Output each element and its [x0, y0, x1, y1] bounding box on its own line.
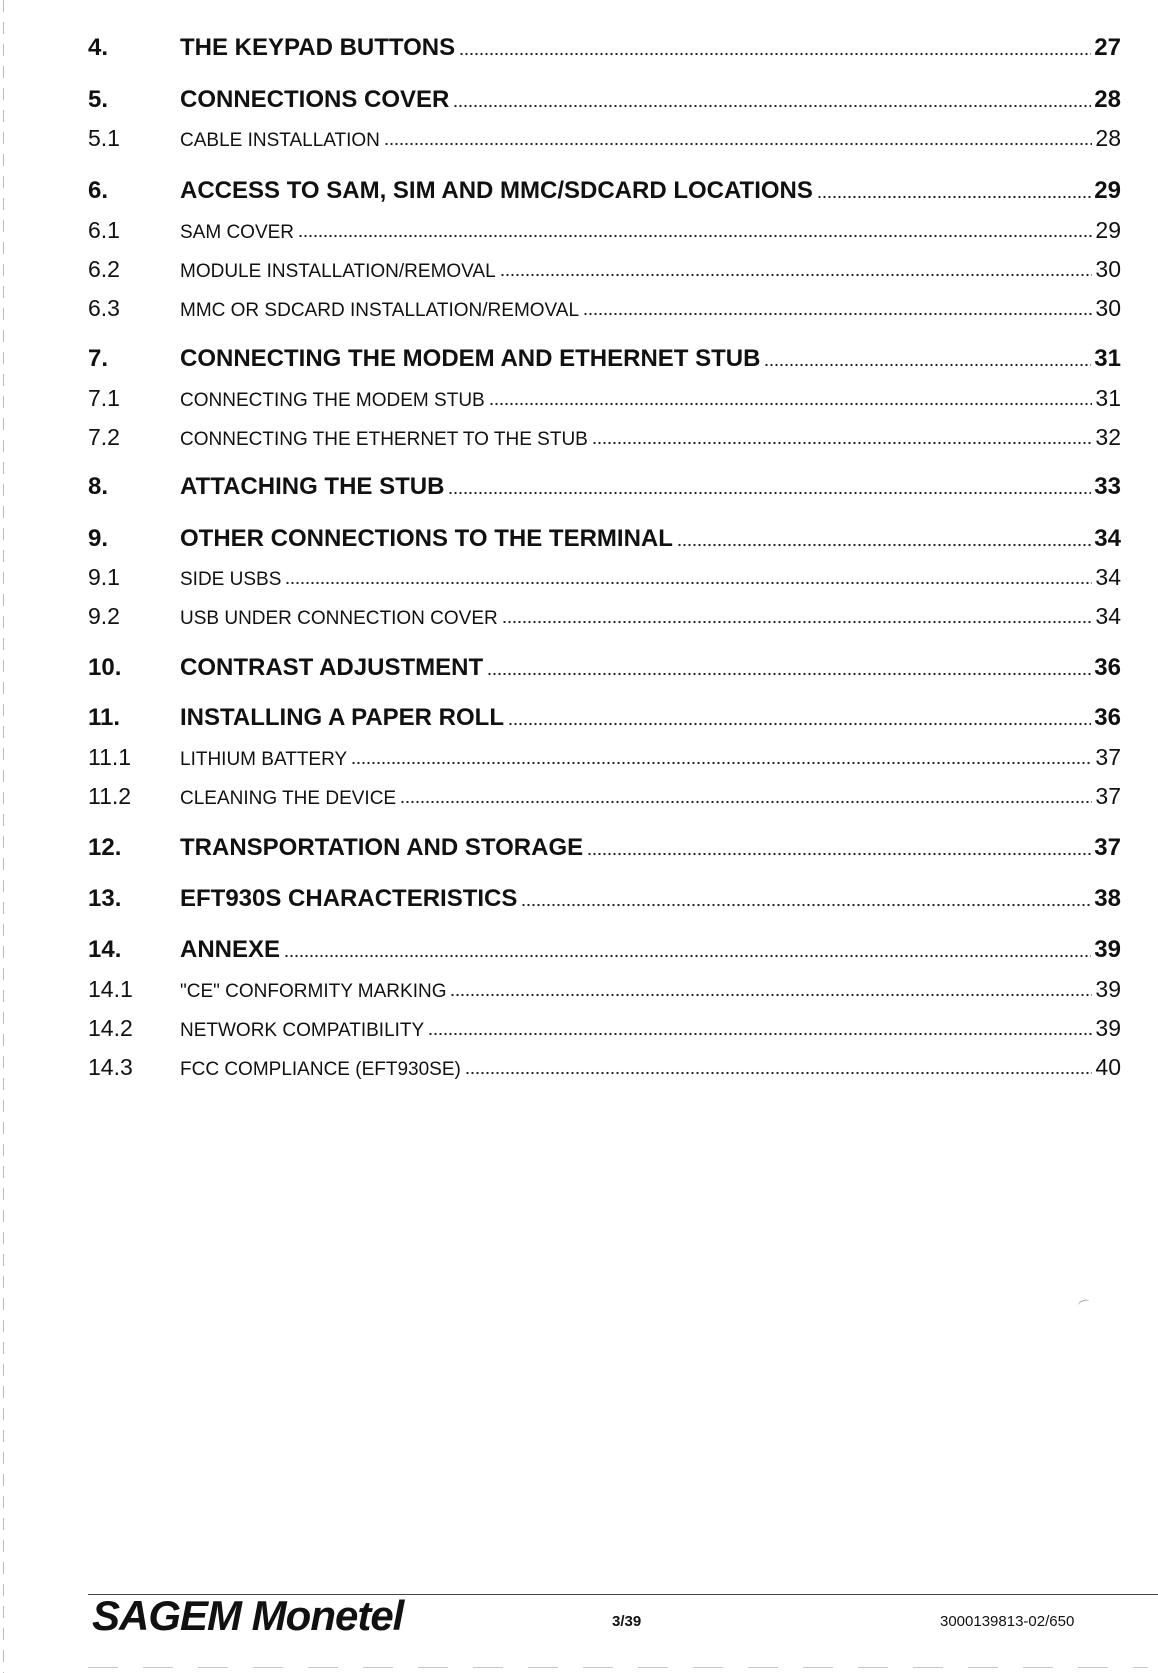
- toc-entry-title: THE KEYPAD BUTTONS: [180, 34, 456, 61]
- dot-leader: [298, 234, 1092, 238]
- toc-entry-number: 6.: [88, 177, 109, 204]
- toc-entry-number: 5.1: [88, 125, 120, 151]
- toc-entry[interactable]: [88, 30, 1121, 62]
- toc-entry-number: 8.: [88, 473, 109, 500]
- toc-entry-title: ANNEXE: [180, 936, 281, 963]
- dot-leader: [284, 954, 1091, 958]
- toc-entry-title: CONNECTING THE MODEM AND ETHERNET STUB: [180, 345, 761, 372]
- toc-entry-page: 30: [1095, 295, 1121, 321]
- toc-entry-number: 7.1: [88, 385, 120, 411]
- dot-leader: [508, 722, 1091, 726]
- dot-leader: [677, 543, 1091, 547]
- toc-entry[interactable]: [88, 881, 1121, 913]
- toc-entry[interactable]: [88, 341, 1121, 373]
- dot-leader: [587, 852, 1091, 856]
- toc-entry-number: 14.: [88, 936, 122, 963]
- toc-entry[interactable]: [88, 559, 1121, 591]
- dot-leader: [428, 1032, 1092, 1036]
- scan-speck: [1077, 1298, 1091, 1309]
- toc-entry-number: 7.: [88, 345, 109, 372]
- toc-entry[interactable]: [88, 173, 1121, 205]
- toc-entry-title: CONNECTING THE ETHERNET TO THE STUB: [180, 429, 588, 450]
- toc-entry-title: INSTALLING A PAPER ROLL: [180, 704, 504, 731]
- toc-entry-number: 14.1: [88, 976, 133, 1002]
- toc-entry-number: 5.: [88, 86, 109, 113]
- toc-entry-page: 36: [1094, 704, 1121, 731]
- dot-leader: [502, 620, 1093, 624]
- toc-entry-number: 13.: [88, 885, 122, 912]
- toc-entry-title: MMC OR SDCARD INSTALLATION/REMOVAL: [180, 300, 580, 321]
- toc-entry-number: 11.2: [88, 783, 132, 809]
- toc-entry-title: FCC COMPLIANCE (EFT930SE): [180, 1059, 461, 1080]
- toc-entry-page: 37: [1095, 744, 1121, 770]
- toc-entry-page: 34: [1095, 564, 1121, 590]
- toc-entry-title: CONNECTIONS COVER: [180, 86, 450, 113]
- toc-entry-number: 9.1: [88, 564, 120, 590]
- toc-entry-page: 32: [1095, 424, 1121, 450]
- toc-entry-title: "CE" CONFORMITY MARKING: [180, 981, 447, 1002]
- sagem-monetel-logo: SAGEM Monetel: [92, 1592, 404, 1639]
- toc-entry[interactable]: [88, 251, 1121, 283]
- toc-entry-number: 12.: [88, 834, 122, 861]
- dot-leader: [465, 1071, 1093, 1075]
- toc-entry-number: 6.3: [88, 295, 120, 321]
- dot-leader: [384, 142, 1092, 146]
- toc-entry-number: 4.: [88, 34, 109, 61]
- dot-leader: [453, 104, 1091, 108]
- toc-entry-page: 34: [1095, 603, 1121, 629]
- page-indicator: 3/39: [612, 1613, 642, 1630]
- page-edge-rule: [3, 0, 4, 1673]
- toc-entry-number: 14.2: [88, 1015, 133, 1041]
- dot-leader: [764, 363, 1091, 367]
- toc-entry[interactable]: [88, 830, 1121, 862]
- toc-entry-page: 27: [1094, 34, 1121, 61]
- toc-entry[interactable]: [88, 290, 1121, 322]
- toc-entry[interactable]: [88, 419, 1121, 451]
- toc-entry[interactable]: [88, 598, 1121, 630]
- toc-entry-title: SIDE USBS: [180, 569, 282, 590]
- dot-leader: [489, 402, 1093, 406]
- toc-entry-page: 30: [1095, 256, 1121, 282]
- toc-entry-title: SAM COVER: [180, 222, 295, 243]
- dot-leader: [448, 491, 1091, 495]
- toc-entry-page: 31: [1095, 385, 1121, 411]
- toc-entry-number: 11.1: [88, 744, 132, 770]
- dot-leader: [487, 672, 1091, 676]
- dot-leader: [450, 993, 1092, 997]
- toc-entry-title: EFT930S CHARACTERISTICS: [180, 885, 518, 912]
- toc-entry-number: 7.2: [88, 424, 120, 450]
- scan-bottom-edge: [88, 1667, 1148, 1668]
- toc-entry-title: CLEANING THE DEVICE: [180, 788, 397, 809]
- toc-entry[interactable]: [88, 1010, 1121, 1042]
- toc-entry-page: 31: [1094, 345, 1121, 372]
- toc-entry[interactable]: [88, 650, 1121, 682]
- toc-entry-page: 38: [1094, 885, 1121, 912]
- toc-entry[interactable]: [88, 700, 1121, 732]
- dot-leader: [400, 800, 1092, 804]
- document-reference: 3000139813-02/650: [940, 1613, 1075, 1630]
- toc-entry[interactable]: [88, 971, 1121, 1003]
- dot-leader: [351, 761, 1092, 765]
- toc-entry-number: 14.3: [88, 1054, 133, 1080]
- toc-entry-title: ATTACHING THE STUB: [180, 473, 445, 500]
- toc-entry[interactable]: [88, 82, 1121, 114]
- toc-entry-title: CONTRAST ADJUSTMENT: [180, 654, 484, 681]
- toc-entry-title: CABLE INSTALLATION: [180, 130, 380, 151]
- toc-entry-page: 40: [1095, 1054, 1121, 1080]
- toc-entry-number: 9.2: [88, 603, 120, 629]
- toc-entry-page: 37: [1095, 783, 1121, 809]
- dot-leader: [521, 903, 1091, 907]
- toc-entry-page: 39: [1094, 936, 1121, 963]
- toc-entry-title: ACCESS TO SAM, SIM AND MMC/SDCARD LOCATIONS: [180, 177, 813, 204]
- toc-entry-number: 9.: [88, 525, 109, 552]
- toc-entry-title: LITHIUM BATTERY: [180, 749, 348, 770]
- toc-entry-page: 28: [1095, 125, 1121, 151]
- toc-entry-page: 34: [1094, 525, 1121, 552]
- toc-entry[interactable]: [88, 469, 1121, 501]
- toc-entry[interactable]: [88, 1049, 1121, 1081]
- dot-leader: [592, 441, 1093, 445]
- toc-entry-page: 36: [1094, 654, 1121, 681]
- dot-leader: [817, 195, 1091, 199]
- toc-entry-title: CONNECTING THE MODEM STUB: [180, 390, 485, 411]
- toc-entry-number: 11.: [88, 704, 121, 731]
- dot-leader: [583, 312, 1092, 316]
- toc-entry-number: 6.1: [88, 217, 120, 243]
- toc-entry[interactable]: [88, 212, 1121, 244]
- toc-entry-page: 37: [1094, 834, 1121, 861]
- toc-entry-page: 29: [1095, 217, 1121, 243]
- dot-leader: [459, 52, 1091, 56]
- toc-entry-page: 39: [1095, 976, 1121, 1002]
- dot-leader: [285, 581, 1092, 585]
- toc-entry-title: USB UNDER CONNECTION COVER: [180, 608, 498, 629]
- toc-entry-page: 29: [1094, 177, 1121, 204]
- toc-entry-title: NETWORK COMPATIBILITY: [180, 1020, 425, 1041]
- toc-entry-title: OTHER CONNECTIONS TO THE TERMINAL: [180, 525, 673, 552]
- toc-entry[interactable]: [88, 739, 1121, 771]
- toc-entry[interactable]: [88, 120, 1121, 152]
- toc-entry-page: 28: [1094, 86, 1121, 113]
- toc-entry-title: MODULE INSTALLATION/REMOVAL: [180, 261, 496, 282]
- toc-entry[interactable]: [88, 932, 1121, 964]
- dot-leader: [500, 273, 1093, 277]
- toc-entry-page: 33: [1094, 473, 1121, 500]
- toc-entry[interactable]: [88, 521, 1121, 553]
- toc-entry-page: 39: [1095, 1015, 1121, 1041]
- toc-entry[interactable]: [88, 380, 1121, 412]
- toc-entry-title: TRANSPORTATION AND STORAGE: [180, 834, 584, 861]
- toc-entry-number: 6.2: [88, 256, 120, 282]
- toc-entry[interactable]: [88, 778, 1121, 810]
- toc-entry-number: 10.: [88, 654, 122, 681]
